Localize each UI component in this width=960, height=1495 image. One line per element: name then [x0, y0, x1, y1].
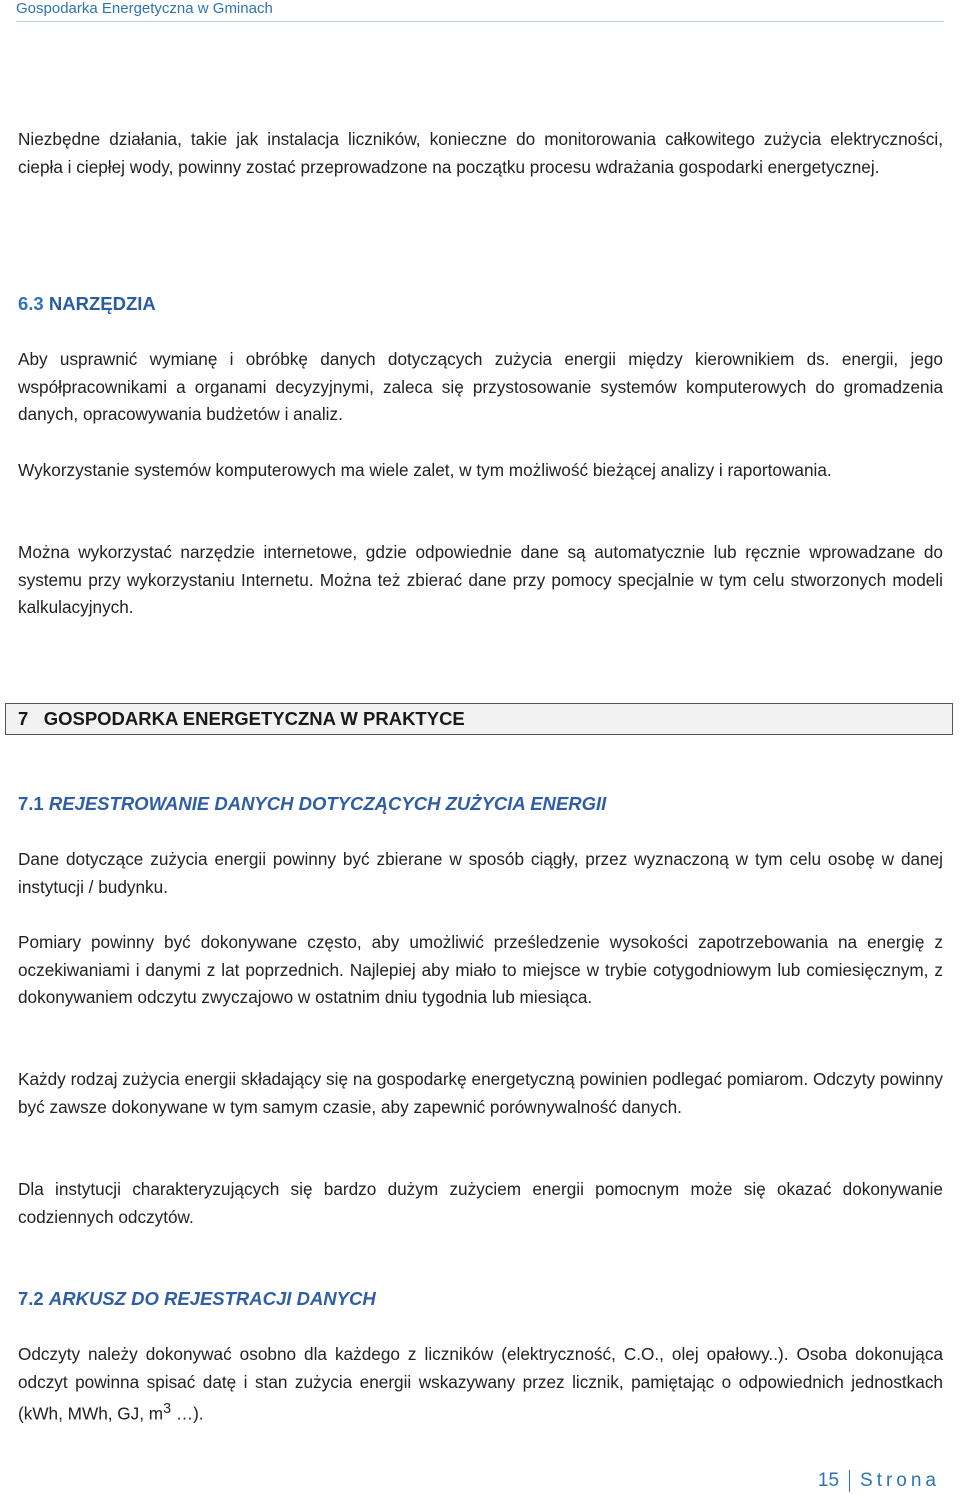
page-footer [818, 1470, 940, 1492]
paragraph-6-3-3: Można wykorzystać narzędzie internetowe, gdzie odpowiednie dane są automatycznie lub ręcznie wprowadzane do systemu przy wykorzystaniu Internetu. Można też zbierać dane przy pomocy specjalnie w tym celu stworzonych modeli kalkulacyjnych. [18, 542, 943, 617]
page-label: Strona [860, 1470, 940, 1491]
paragraph-text-end: …). [171, 1403, 204, 1424]
paragraph-6-3-2: Wykorzystanie systemów komputerowych ma wiele zalet, w tym możliwość bieżącej analizy i raportowania. [18, 460, 832, 480]
running-header: Gospodarka Energetyczna w Gminach [16, 0, 273, 17]
paragraph-7-1-4: Dla instytucji charakteryzujących się bardzo dużym zużyciem energii pomocnym może się okazać dokonywanie codziennych odczytów. [18, 1179, 943, 1227]
heading-6-3 [18, 291, 156, 317]
footer-separator [849, 1470, 850, 1492]
heading-number: 7.1 [18, 793, 44, 814]
heading-7-1 [18, 791, 606, 817]
superscript: 3 [163, 1401, 172, 1417]
heading-title: ARKUSZ DO REJESTRACJI DANYCH [48, 1288, 376, 1309]
heading-title: REJESTROWANIE DANYCH DOTYCZĄCYCH ZUŻYCIA ENERGII [48, 793, 607, 814]
heading-title: NARZĘDZIA [48, 293, 156, 314]
heading-number: 6.3 [18, 293, 44, 314]
heading-7-2 [18, 1286, 376, 1312]
paragraph-7-2-1 [18, 1341, 943, 1428]
page-number: 15 [817, 1470, 840, 1491]
paragraph-6-3-1: Aby usprawnić wymianę i obróbkę danych dotyczących zużycia energii między kierownikiem ds. energii, jego współpracownikami a organami decyzyjnymi, zaleca się przystosowanie systemów komputerowych do gromadzenia danych, opracowywania budżetów i analiz. [18, 349, 943, 424]
paragraph-text: Odczyty należy dokonywać osobno dla każdego z liczników (elektryczność, C.O., olej opałowy..). Osoba dokonująca odczyt powinna spisać datę i stan zużycia energii wskazywany przez licznik, pamiętając o odpowiednich jednostkach (kWh, MWh, GJ, m [18, 1344, 943, 1424]
heading-number: 7.2 [18, 1288, 44, 1309]
paragraph-7-1-3: Każdy rodzaj zużycia energii składający się na gospodarkę energetyczną powinien podlegać pomiarom. Odczyty powinny być zawsze dokonywane w tym samym czasie, aby zapewnić porównywalność danych. [18, 1069, 943, 1117]
intro-paragraph: Niezbędne działania, takie jak instalacja liczników, konieczne do monitorowania całkowitego zużycia elektryczności, ciepła i ciepłej wody, powinny zostać przeprowadzone na początku procesu wdrażania gospodarki energetycznej. [18, 129, 943, 177]
header-rule [16, 21, 944, 22]
chapter-7-heading [5, 703, 953, 735]
chapter-7-title: 7 GOSPODARKA ENERGETYCZNA W PRAKTYCE [18, 708, 465, 729]
paragraph-7-1-2: Pomiary powinny być dokonywane często, aby umożliwić prześledzenie wysokości zapotrzebowania na energię z oczekiwaniami i danymi z lat poprzednich. Najlepiej aby miało to miejsce w trybie cotygodniowym lub comiesięcznym, z dokonywaniem odczytu zwyczajowo w ostatnim dniu tygodnia lub miesiąca. [18, 932, 943, 1007]
paragraph-7-1-1: Dane dotyczące zużycia energii powinny być zbierane w sposób ciągły, przez wyznaczoną w tym celu osobę w danej instytucji / budynku. [18, 849, 943, 897]
